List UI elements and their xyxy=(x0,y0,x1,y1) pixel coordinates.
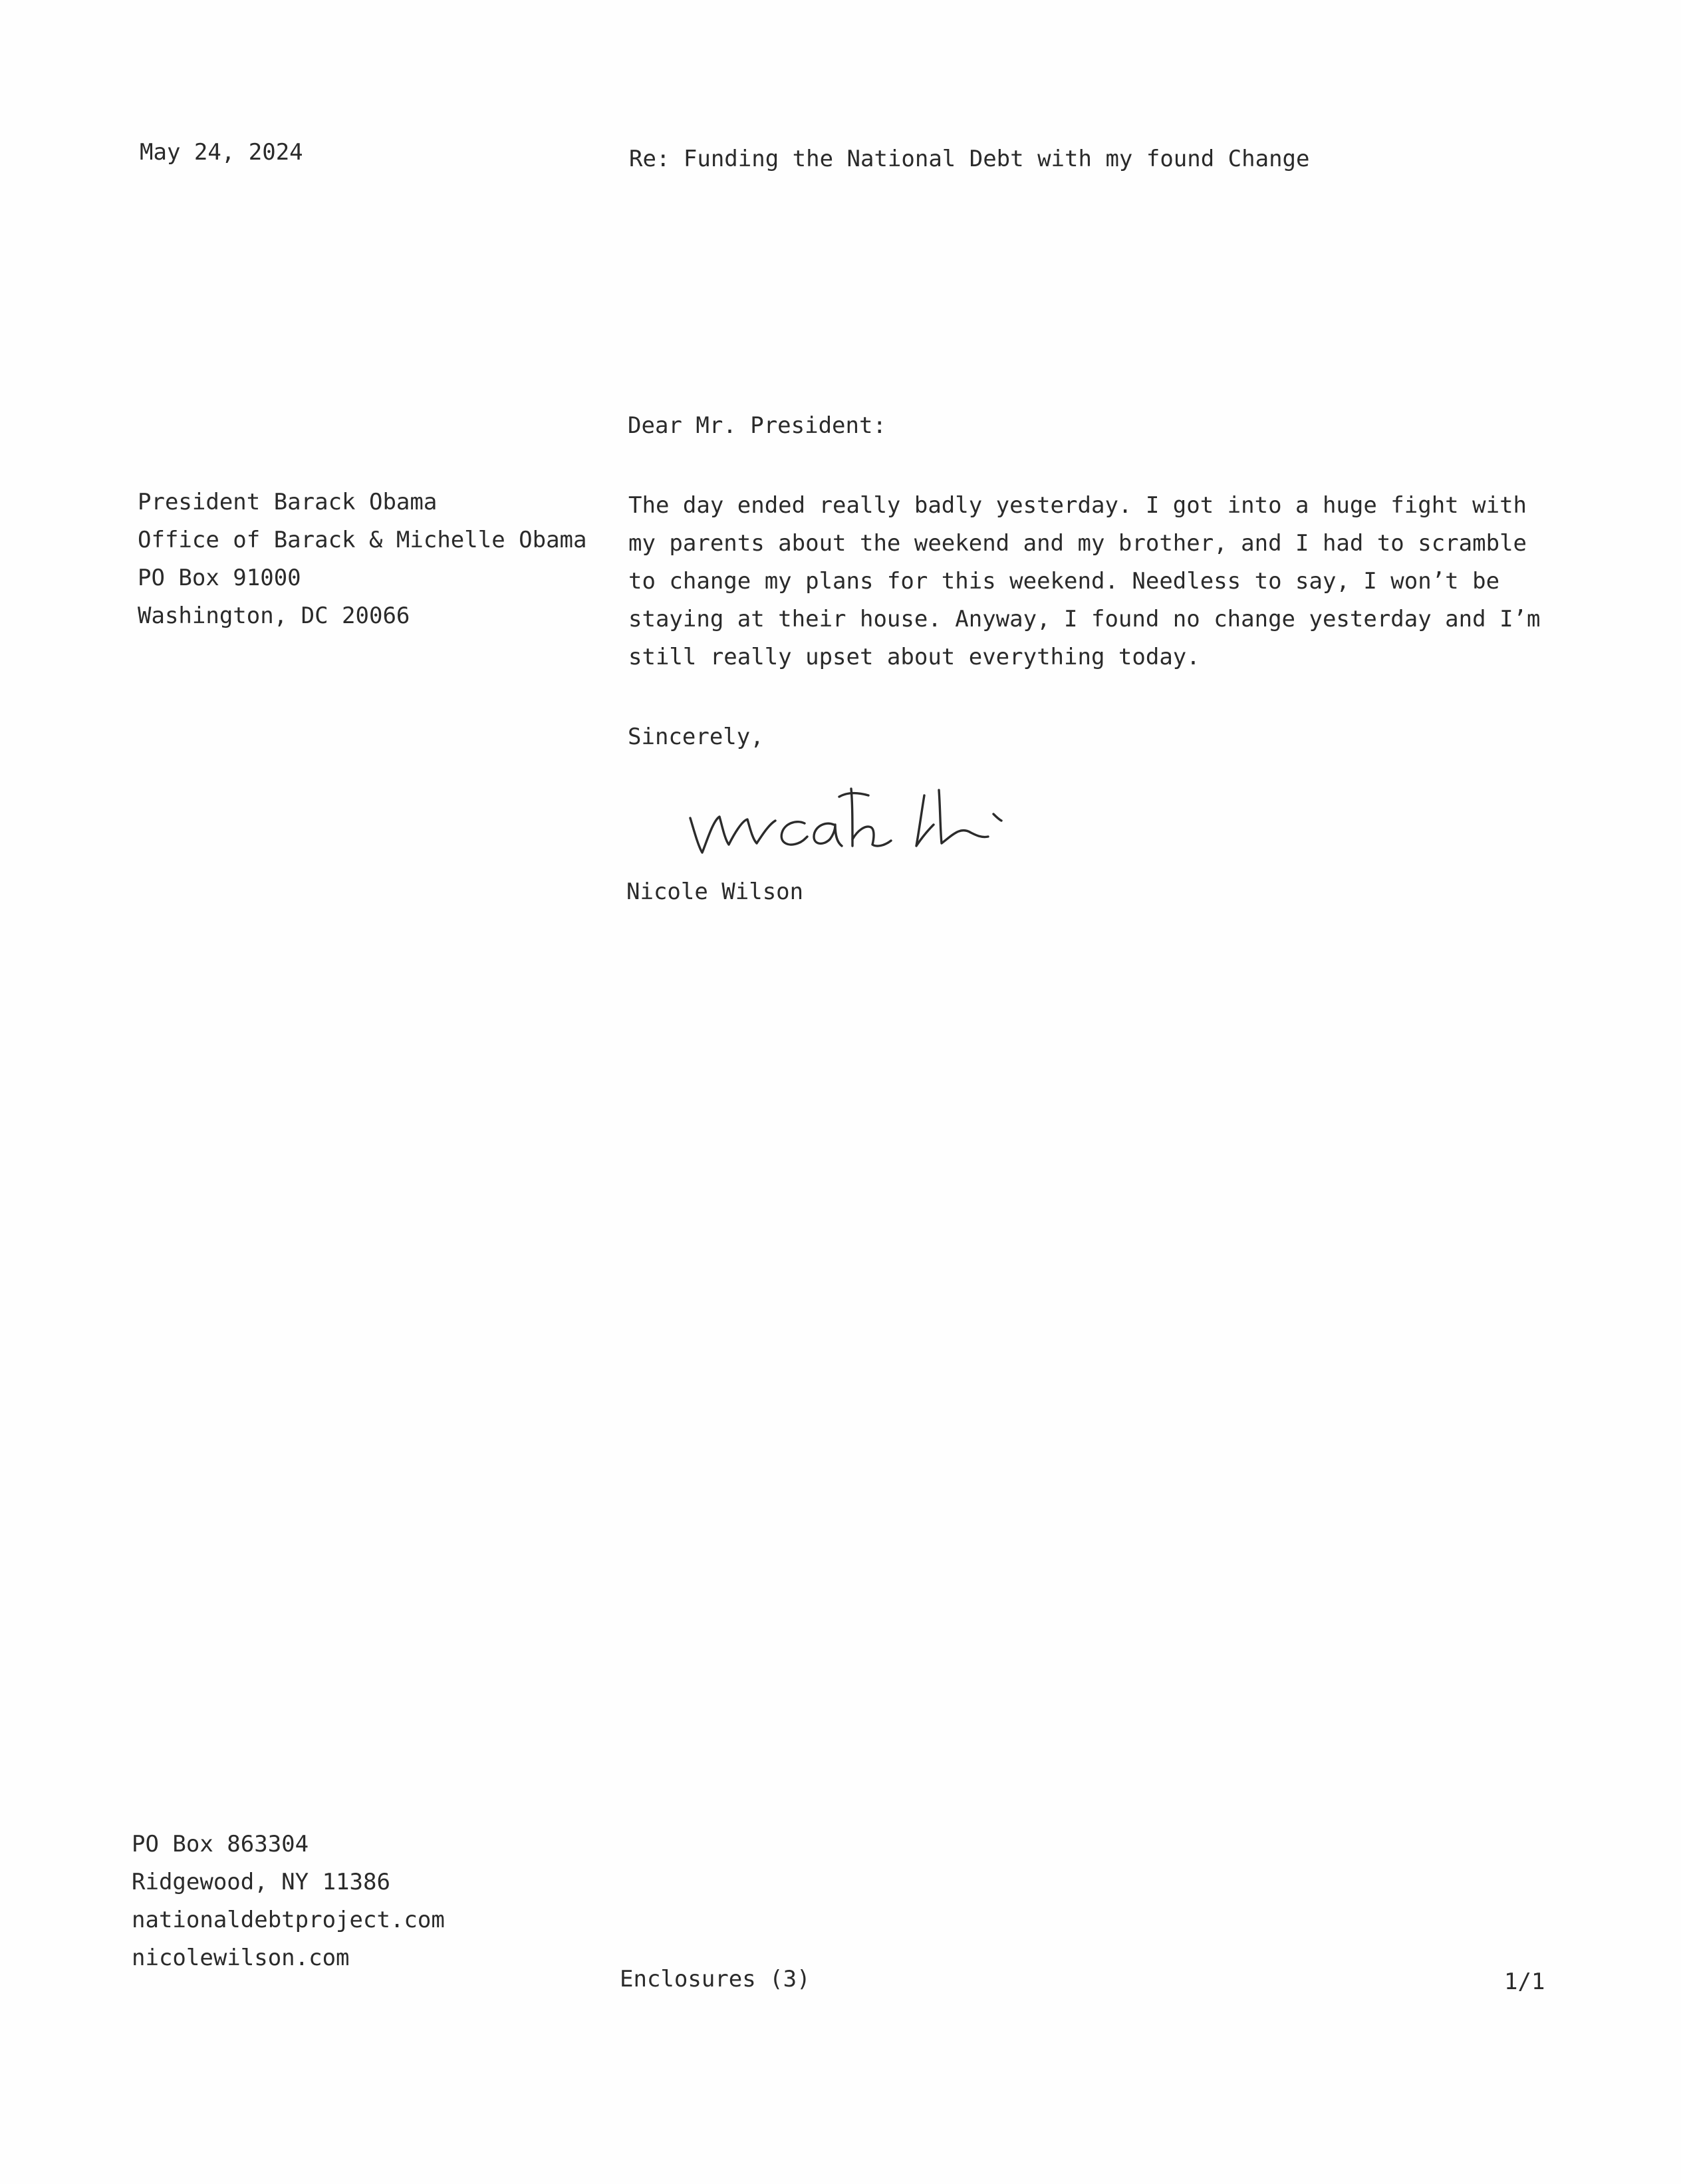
recipient-name: President Barack Obama xyxy=(138,489,438,515)
letter-body xyxy=(628,487,1540,676)
sender-address xyxy=(132,1826,445,1977)
body-line: staying at their house. Anyway, I found no change yesterday and I’m xyxy=(628,606,1541,632)
enclosures-note: Enclosures (3) xyxy=(620,1966,811,1992)
body-line: still really upset about everything today. xyxy=(628,644,1200,670)
recipient-office: Office of Barack & Michelle Obama xyxy=(138,527,587,553)
letter-subject: Re: Funding the National Debt with my found Change xyxy=(629,146,1310,172)
page-number: 1/1 xyxy=(1504,1969,1545,1995)
recipient-po-box: PO Box 91000 xyxy=(138,565,301,591)
handwritten-signature xyxy=(678,782,1051,869)
body-line: my parents about the weekend and my brother, and I had to scramble xyxy=(628,530,1527,557)
sender-po-box: PO Box 863304 xyxy=(132,1831,309,1857)
body-line: to change my plans for this weekend. Needless to say, I won’t be xyxy=(628,568,1500,595)
sender-personal-website: nicolewilson.com xyxy=(132,1945,350,1971)
salutation: Dear Mr. President: xyxy=(628,412,886,439)
signer-name: Nicole Wilson xyxy=(626,879,804,905)
letter-date: May 24, 2024 xyxy=(140,139,303,166)
closing: Sincerely, xyxy=(628,724,764,750)
recipient-city: Washington, DC 20066 xyxy=(138,603,410,629)
sender-website: nationaldebtproject.com xyxy=(132,1907,445,1933)
recipient-address xyxy=(138,483,587,635)
body-line: The day ended really badly yesterday. I got into a huge fight with xyxy=(628,492,1527,519)
sender-city: Ridgewood, NY 11386 xyxy=(132,1869,390,1895)
